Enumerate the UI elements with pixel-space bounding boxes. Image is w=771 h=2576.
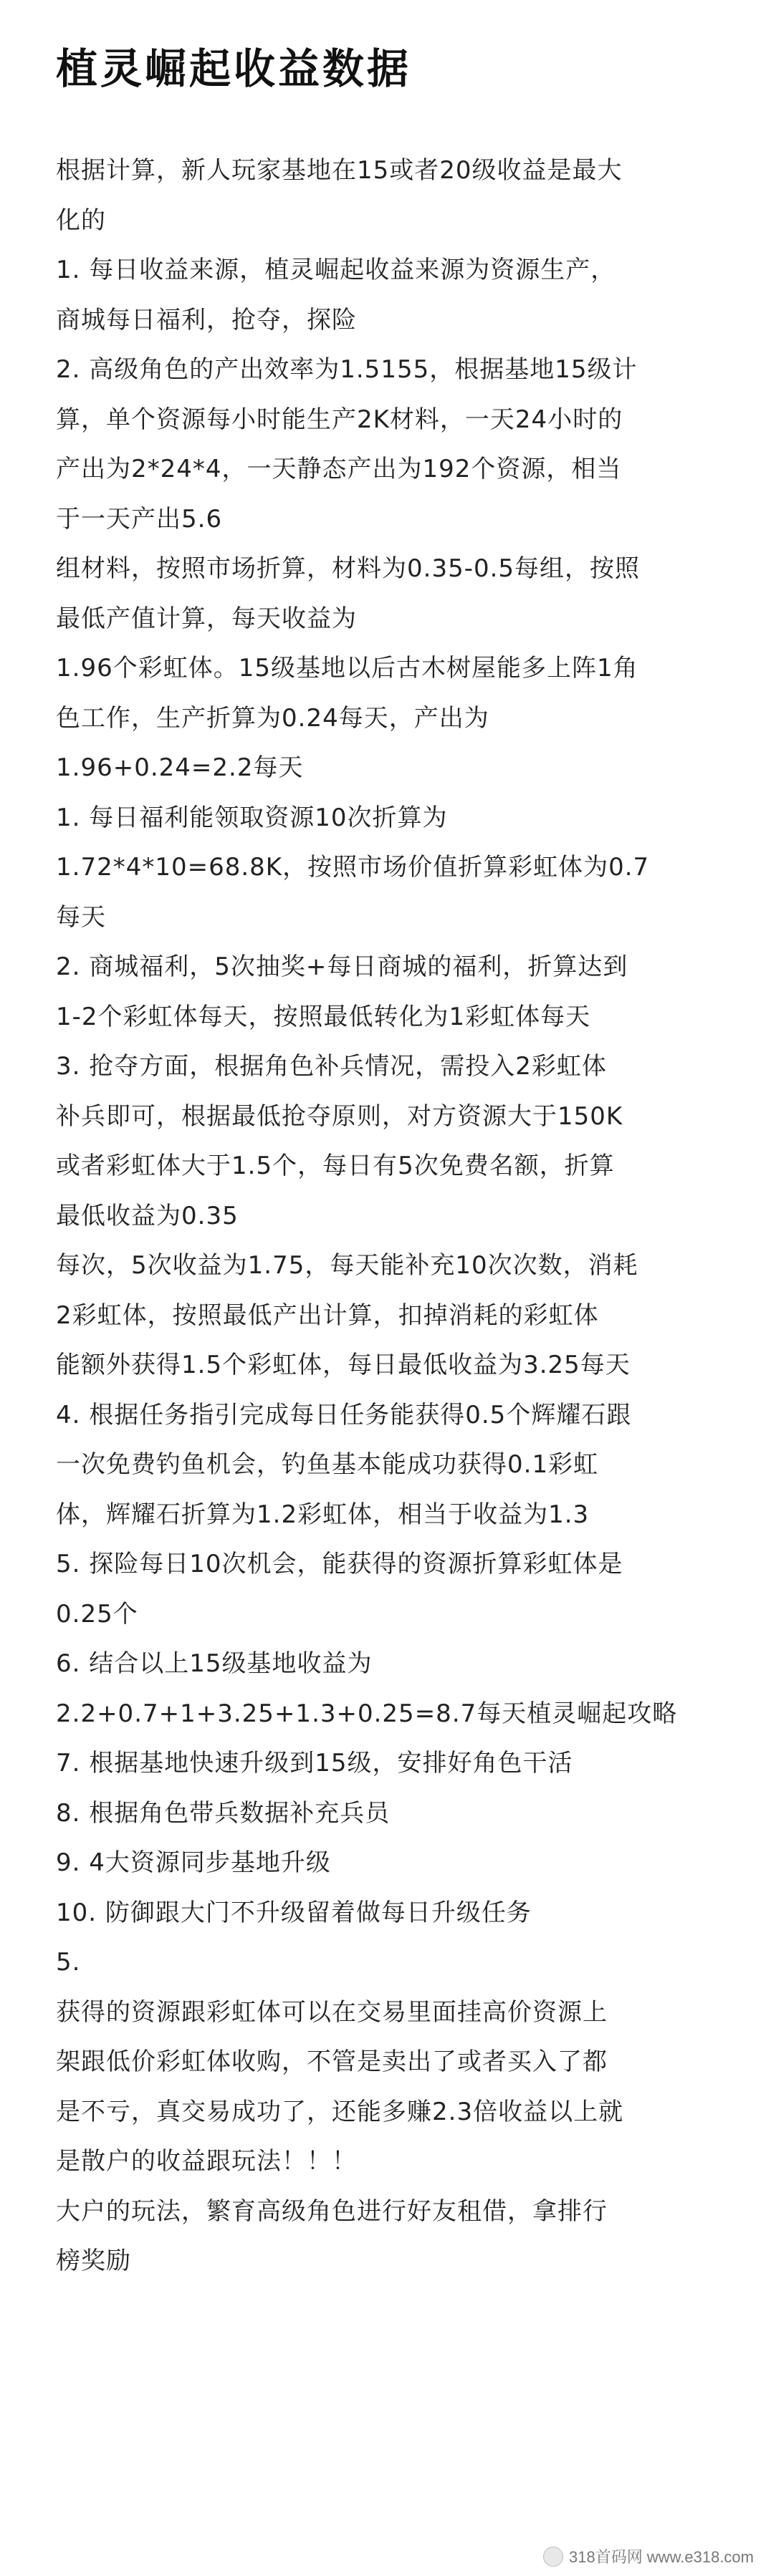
article-line: 于一天产出5.6 (56, 504, 223, 534)
article-line: 补兵即可，根据最低抢夺原则，对方资源大于150K (56, 1101, 623, 1131)
article-line: 组材料，按照市场折算，材料为0.35-0.5每组，按照 (56, 554, 641, 583)
article-line: 榜奖励 (56, 2247, 131, 2275)
article-line: 获得的资源跟彩虹体可以在交易里面挂高价资源上 (56, 1997, 608, 2027)
article-line: 6. 结合以上15级基地收益为 (56, 1649, 373, 1678)
article-line: 或者彩虹体大于1.5个，每日有5次免费名额，折算 (56, 1152, 615, 1180)
article-line: 算，单个资源每小时能生产2K材料，一天24小时的 (56, 405, 623, 434)
article-line: 9. 4大资源同步基地升级 (56, 1848, 331, 1877)
article-line: 1.72*4*10=68.8K，按照市场价值折算彩虹体为0.7 (56, 853, 650, 882)
site-watermark (536, 2542, 761, 2570)
article-body (56, 146, 735, 2287)
article-title: 植灵崛起收益数据 (56, 44, 412, 93)
article-line: 2.2+0.7+1+3.25+1.3+0.25=8.7每天植灵崛起攻略 (56, 1699, 678, 1728)
article-line: 产出为2*24*4，一天静态产出为192个资源，相当 (56, 455, 622, 483)
article-line: 1. 每日收益来源，植灵崛起收益来源为资源生产， (56, 256, 616, 284)
article-line: 1-2个彩虹体每天，按照最低转化为1彩虹体每天 (56, 1002, 591, 1031)
article-line: 化的 (56, 206, 106, 235)
article-line: 1.96+0.24=2.2每天 (56, 753, 304, 782)
article-line: 商城每日福利，抢夺，探险 (56, 305, 357, 334)
article-line: 5. (56, 1948, 81, 1977)
article-line: 色工作，生产折算为0.24每天，产出为 (56, 703, 489, 733)
article-line: 7. 根据基地快速升级到15级，安排好角色干活 (56, 1749, 573, 1777)
site-logo-icon (543, 2547, 563, 2567)
article-line: 1.96个彩虹体。15级基地以后古木树屋能多上阵1角 (56, 654, 638, 682)
article-line: 10. 防御跟大门不升级留着做每日升级任务 (56, 1898, 532, 1927)
article-line: 每次，5次收益为1.75，每天能补充10次次数，消耗 (56, 1251, 638, 1280)
article-line: 2. 商城福利，5次抽奖+每日商城的福利，折算达到 (56, 952, 628, 981)
article-line: 3. 抢夺方面，根据角色补兵情况，需投入2彩虹体 (56, 1052, 607, 1081)
article-line: 2. 高级角色的产出效率为1.5155，根据基地15级计 (56, 355, 638, 384)
article-line: 根据计算，新人玩家基地在15或者20级收益是最大 (56, 156, 623, 185)
article-line: 最低产值计算，每天收益为 (56, 604, 357, 633)
article-line: 5. 探险每日10次机会，能获得的资源折算彩虹体是 (56, 1550, 623, 1578)
article-line: 是不亏，真交易成功了，还能多赚2.3倍收益以上就 (56, 2097, 624, 2126)
article-line: 一次免费钓鱼机会，钓鱼基本能成功获得0.1彩虹 (56, 1450, 599, 1479)
article-line: 每天 (56, 902, 106, 932)
article-line: 能额外获得1.5个彩虹体，每日最低收益为3.25每天 (56, 1351, 631, 1379)
article-line: 2彩虹体，按照最低产出计算，扣掉消耗的彩虹体 (56, 1301, 599, 1330)
article-line: 8. 根据角色带兵数据补充兵员 (56, 1798, 391, 1828)
article-line: 0.25个 (56, 1599, 138, 1629)
article-line: 最低收益为0.35 (56, 1201, 239, 1230)
article-line: 架跟低价彩虹体收购，不管是卖出了或者买入了都 (56, 2047, 608, 2076)
article-line: 是散户的收益跟玩法！！！ (56, 2147, 357, 2176)
article-line: 1. 每日福利能领取资源10次折算为 (56, 803, 448, 832)
article-line: 体，辉耀石折算为1.2彩虹体，相当于收益为1.3 (56, 1500, 590, 1529)
article-line: 4. 根据任务指引完成每日任务能获得0.5个辉耀石跟 (56, 1400, 632, 1429)
watermark-text: 318首码网 www.e318.com (569, 2548, 754, 2566)
article-line: 大户的玩法，繁育高级角色进行好友租借，拿排行 (56, 2196, 608, 2226)
